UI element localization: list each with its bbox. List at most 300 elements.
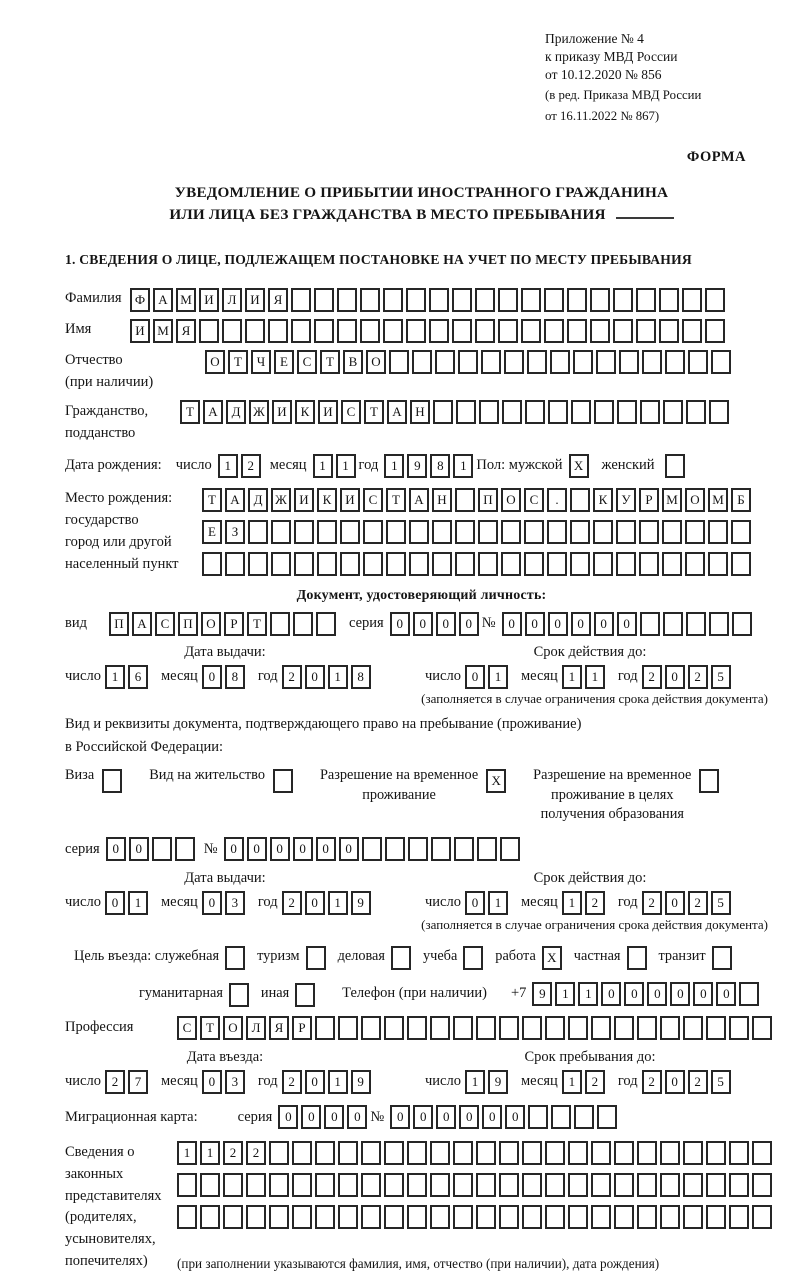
char-box[interactable]: 0 — [505, 1105, 525, 1129]
char-box[interactable] — [338, 1141, 358, 1165]
char-box[interactable]: Т — [228, 350, 248, 374]
char-box[interactable]: Ф — [130, 288, 150, 312]
char-box[interactable]: В — [343, 350, 363, 374]
char-box[interactable]: 0 — [339, 837, 359, 861]
char-box[interactable]: Д — [248, 488, 268, 512]
char-box[interactable] — [613, 319, 633, 343]
char-box[interactable] — [225, 552, 245, 576]
char-box[interactable]: 9 — [407, 454, 427, 478]
char-box[interactable] — [269, 1205, 289, 1229]
char-box[interactable] — [475, 288, 495, 312]
char-box[interactable] — [246, 1205, 266, 1229]
char-box[interactable] — [637, 1205, 657, 1229]
char-box[interactable]: 1 — [328, 1070, 348, 1094]
char-box[interactable]: 1 — [555, 982, 575, 1006]
char-box[interactable]: 0 — [693, 982, 713, 1006]
char-box[interactable] — [570, 520, 590, 544]
char-box[interactable]: И — [340, 488, 360, 512]
char-box[interactable] — [453, 1173, 473, 1197]
char-box[interactable] — [731, 552, 751, 576]
char-box[interactable]: 0 — [293, 837, 313, 861]
char-box[interactable]: С — [297, 350, 317, 374]
char-box[interactable] — [688, 350, 708, 374]
char-box[interactable]: П — [178, 612, 198, 636]
char-box[interactable]: 0 — [316, 837, 336, 861]
char-box[interactable]: М — [176, 288, 196, 312]
char-box[interactable] — [406, 319, 426, 343]
char-box[interactable] — [590, 319, 610, 343]
char-box[interactable] — [481, 350, 501, 374]
char-box[interactable]: 0 — [716, 982, 736, 1006]
char-box[interactable] — [752, 1141, 772, 1165]
char-box[interactable] — [177, 1173, 197, 1197]
char-box[interactable] — [711, 350, 731, 374]
char-box[interactable]: 1 — [585, 665, 605, 689]
char-box[interactable] — [384, 1141, 404, 1165]
char-box[interactable]: 1 — [562, 891, 582, 915]
char-box[interactable] — [317, 520, 337, 544]
char-box[interactable]: . — [547, 488, 567, 512]
char-box[interactable] — [177, 1205, 197, 1229]
char-box[interactable]: 0 — [436, 612, 456, 636]
char-box[interactable] — [292, 1173, 312, 1197]
char-box[interactable] — [545, 1205, 565, 1229]
char-box[interactable] — [363, 520, 383, 544]
char-box[interactable] — [706, 1173, 726, 1197]
char-box[interactable] — [706, 1205, 726, 1229]
char-box[interactable]: 9 — [488, 1070, 508, 1094]
char-box[interactable] — [627, 946, 647, 970]
char-box[interactable] — [567, 288, 587, 312]
char-box[interactable]: 9 — [532, 982, 552, 1006]
char-box[interactable] — [659, 288, 679, 312]
char-box[interactable] — [616, 552, 636, 576]
char-box[interactable]: 2 — [282, 665, 302, 689]
char-box[interactable] — [477, 837, 497, 861]
char-box[interactable] — [682, 288, 702, 312]
char-box[interactable] — [293, 612, 313, 636]
char-box[interactable] — [361, 1173, 381, 1197]
char-box[interactable]: 0 — [594, 612, 614, 636]
char-box[interactable]: 5 — [711, 665, 731, 689]
char-box[interactable] — [706, 1016, 726, 1040]
char-box[interactable] — [614, 1173, 634, 1197]
char-box[interactable] — [502, 400, 522, 424]
char-box[interactable]: 0 — [665, 891, 685, 915]
char-box[interactable]: М — [153, 319, 173, 343]
char-box[interactable] — [590, 288, 610, 312]
char-box[interactable]: 1 — [578, 982, 598, 1006]
char-box[interactable]: 1 — [313, 454, 333, 478]
char-box[interactable] — [453, 1016, 473, 1040]
char-box[interactable]: 1 — [336, 454, 356, 478]
char-box[interactable]: 0 — [525, 612, 545, 636]
char-box[interactable] — [455, 552, 475, 576]
char-box[interactable]: П — [478, 488, 498, 512]
char-box[interactable] — [384, 1016, 404, 1040]
char-box[interactable] — [476, 1141, 496, 1165]
char-box[interactable]: К — [317, 488, 337, 512]
char-box[interactable]: Е — [202, 520, 222, 544]
char-box[interactable]: 0 — [202, 891, 222, 915]
char-box[interactable] — [316, 612, 336, 636]
char-box[interactable]: А — [387, 400, 407, 424]
char-box[interactable] — [361, 1141, 381, 1165]
char-box[interactable]: Р — [292, 1016, 312, 1040]
char-box[interactable]: Т — [180, 400, 200, 424]
char-box[interactable] — [699, 769, 719, 793]
char-box[interactable]: С — [155, 612, 175, 636]
char-box[interactable] — [407, 1173, 427, 1197]
char-box[interactable]: 2 — [105, 1070, 125, 1094]
char-box[interactable] — [383, 319, 403, 343]
char-box[interactable] — [547, 552, 567, 576]
char-box[interactable] — [317, 552, 337, 576]
char-box[interactable]: 2 — [585, 891, 605, 915]
char-box[interactable] — [660, 1173, 680, 1197]
char-box[interactable]: Я — [269, 1016, 289, 1040]
char-box[interactable]: 0 — [647, 982, 667, 1006]
char-box[interactable] — [568, 1016, 588, 1040]
char-box[interactable] — [314, 319, 334, 343]
char-box[interactable] — [430, 1205, 450, 1229]
char-box[interactable]: 2 — [688, 891, 708, 915]
char-box[interactable] — [202, 552, 222, 576]
char-box[interactable]: Я — [268, 288, 288, 312]
char-box[interactable] — [360, 319, 380, 343]
char-box[interactable] — [522, 1173, 542, 1197]
char-box[interactable] — [360, 288, 380, 312]
char-box[interactable]: И — [130, 319, 150, 343]
char-box[interactable]: 6 — [128, 665, 148, 689]
char-box[interactable]: 1 — [105, 665, 125, 689]
char-box[interactable] — [637, 1141, 657, 1165]
char-box[interactable]: X — [486, 769, 506, 793]
char-box[interactable]: 1 — [384, 454, 404, 478]
char-box[interactable] — [363, 552, 383, 576]
char-box[interactable] — [544, 319, 564, 343]
char-box[interactable] — [550, 350, 570, 374]
char-box[interactable]: К — [295, 400, 315, 424]
char-box[interactable] — [642, 350, 662, 374]
char-box[interactable] — [705, 319, 725, 343]
char-box[interactable] — [478, 520, 498, 544]
char-box[interactable] — [545, 1173, 565, 1197]
char-box[interactable] — [739, 982, 759, 1006]
char-box[interactable]: 1 — [562, 665, 582, 689]
char-box[interactable]: И — [245, 288, 265, 312]
char-box[interactable]: С — [363, 488, 383, 512]
char-box[interactable] — [731, 520, 751, 544]
char-box[interactable] — [315, 1173, 335, 1197]
char-box[interactable] — [636, 319, 656, 343]
char-box[interactable]: 2 — [246, 1141, 266, 1165]
char-box[interactable] — [594, 400, 614, 424]
char-box[interactable]: О — [201, 612, 221, 636]
char-box[interactable]: 1 — [218, 454, 238, 478]
char-box[interactable] — [570, 552, 590, 576]
char-box[interactable] — [225, 946, 245, 970]
char-box[interactable] — [639, 552, 659, 576]
char-box[interactable] — [475, 319, 495, 343]
char-box[interactable] — [429, 288, 449, 312]
char-box[interactable] — [338, 1016, 358, 1040]
char-box[interactable] — [406, 288, 426, 312]
char-box[interactable] — [548, 400, 568, 424]
char-box[interactable]: 0 — [548, 612, 568, 636]
char-box[interactable]: 8 — [430, 454, 450, 478]
char-box[interactable] — [389, 350, 409, 374]
char-box[interactable]: 0 — [617, 612, 637, 636]
char-box[interactable]: 0 — [601, 982, 621, 1006]
char-box[interactable] — [340, 552, 360, 576]
char-box[interactable] — [636, 288, 656, 312]
char-box[interactable] — [660, 1205, 680, 1229]
char-box[interactable] — [551, 1105, 571, 1129]
char-box[interactable]: А — [225, 488, 245, 512]
char-box[interactable] — [662, 552, 682, 576]
char-box[interactable]: 0 — [665, 1070, 685, 1094]
char-box[interactable] — [708, 520, 728, 544]
char-box[interactable] — [430, 1173, 450, 1197]
char-box[interactable] — [498, 288, 518, 312]
char-box[interactable] — [223, 1173, 243, 1197]
char-box[interactable] — [732, 612, 752, 636]
char-box[interactable] — [432, 520, 452, 544]
char-box[interactable]: Л — [222, 288, 242, 312]
char-box[interactable]: 8 — [225, 665, 245, 689]
char-box[interactable]: А — [409, 488, 429, 512]
char-box[interactable]: 1 — [128, 891, 148, 915]
char-box[interactable] — [102, 769, 122, 793]
char-box[interactable]: Т — [320, 350, 340, 374]
char-box[interactable] — [686, 400, 706, 424]
char-box[interactable] — [200, 1205, 220, 1229]
char-box[interactable]: 9 — [351, 891, 371, 915]
char-box[interactable]: 0 — [436, 1105, 456, 1129]
char-box[interactable] — [568, 1141, 588, 1165]
char-box[interactable]: Т — [247, 612, 267, 636]
char-box[interactable]: С — [341, 400, 361, 424]
char-box[interactable] — [291, 288, 311, 312]
char-box[interactable] — [362, 837, 382, 861]
char-box[interactable]: С — [177, 1016, 197, 1040]
char-box[interactable] — [712, 946, 732, 970]
char-box[interactable]: 0 — [390, 612, 410, 636]
char-box[interactable] — [386, 552, 406, 576]
char-box[interactable]: М — [662, 488, 682, 512]
char-box[interactable]: К — [593, 488, 613, 512]
char-box[interactable]: З — [225, 520, 245, 544]
char-box[interactable] — [248, 520, 268, 544]
char-box[interactable]: 0 — [413, 1105, 433, 1129]
char-box[interactable]: Р — [639, 488, 659, 512]
char-box[interactable]: А — [132, 612, 152, 636]
char-box[interactable]: М — [708, 488, 728, 512]
char-box[interactable] — [709, 612, 729, 636]
char-box[interactable] — [568, 1173, 588, 1197]
char-box[interactable] — [222, 319, 242, 343]
char-box[interactable]: А — [203, 400, 223, 424]
char-box[interactable] — [409, 552, 429, 576]
char-box[interactable] — [660, 1141, 680, 1165]
char-box[interactable] — [269, 1173, 289, 1197]
char-box[interactable]: А — [153, 288, 173, 312]
char-box[interactable] — [637, 1016, 657, 1040]
char-box[interactable] — [685, 520, 705, 544]
char-box[interactable] — [619, 350, 639, 374]
char-box[interactable] — [663, 400, 683, 424]
char-box[interactable] — [245, 319, 265, 343]
char-box[interactable] — [271, 520, 291, 544]
char-box[interactable] — [435, 350, 455, 374]
char-box[interactable]: X — [569, 454, 589, 478]
char-box[interactable]: 2 — [282, 1070, 302, 1094]
char-box[interactable]: 2 — [282, 891, 302, 915]
char-box[interactable]: 1 — [200, 1141, 220, 1165]
char-box[interactable] — [295, 983, 315, 1007]
char-box[interactable] — [545, 1016, 565, 1040]
char-box[interactable] — [683, 1205, 703, 1229]
char-box[interactable]: 0 — [247, 837, 267, 861]
char-box[interactable]: 2 — [688, 1070, 708, 1094]
char-box[interactable]: 0 — [105, 891, 125, 915]
char-box[interactable] — [683, 1141, 703, 1165]
char-box[interactable] — [408, 837, 428, 861]
char-box[interactable]: 8 — [351, 665, 371, 689]
char-box[interactable] — [521, 319, 541, 343]
char-box[interactable] — [269, 1141, 289, 1165]
char-box[interactable]: 1 — [453, 454, 473, 478]
char-box[interactable] — [591, 1173, 611, 1197]
char-box[interactable]: О — [685, 488, 705, 512]
char-box[interactable]: 0 — [224, 837, 244, 861]
char-box[interactable]: X — [542, 946, 562, 970]
char-box[interactable] — [591, 1016, 611, 1040]
char-box[interactable] — [407, 1205, 427, 1229]
char-box[interactable] — [315, 1016, 335, 1040]
char-box[interactable] — [152, 837, 172, 861]
char-box[interactable] — [708, 552, 728, 576]
char-box[interactable]: 2 — [585, 1070, 605, 1094]
char-box[interactable] — [527, 350, 547, 374]
char-box[interactable] — [458, 350, 478, 374]
char-box[interactable] — [432, 552, 452, 576]
char-box[interactable]: 2 — [642, 891, 662, 915]
char-box[interactable]: 0 — [202, 1070, 222, 1094]
char-box[interactable]: 1 — [488, 891, 508, 915]
char-box[interactable] — [729, 1173, 749, 1197]
char-box[interactable] — [337, 319, 357, 343]
char-box[interactable] — [665, 350, 685, 374]
char-box[interactable]: Т — [364, 400, 384, 424]
char-box[interactable]: 0 — [129, 837, 149, 861]
char-box[interactable]: 0 — [413, 612, 433, 636]
char-box[interactable]: И — [272, 400, 292, 424]
char-box[interactable] — [199, 319, 219, 343]
char-box[interactable] — [453, 1141, 473, 1165]
char-box[interactable]: Б — [731, 488, 751, 512]
char-box[interactable] — [452, 319, 472, 343]
char-box[interactable] — [407, 1016, 427, 1040]
char-box[interactable] — [522, 1205, 542, 1229]
char-box[interactable] — [501, 552, 521, 576]
char-box[interactable] — [593, 552, 613, 576]
char-box[interactable]: 9 — [351, 1070, 371, 1094]
char-box[interactable]: 0 — [305, 1070, 325, 1094]
char-box[interactable] — [499, 1016, 519, 1040]
char-box[interactable] — [456, 400, 476, 424]
char-box[interactable]: 2 — [642, 1070, 662, 1094]
char-box[interactable] — [453, 1205, 473, 1229]
char-box[interactable] — [452, 288, 472, 312]
char-box[interactable]: 0 — [482, 1105, 502, 1129]
char-box[interactable]: Н — [410, 400, 430, 424]
char-box[interactable]: 0 — [347, 1105, 367, 1129]
char-box[interactable] — [337, 288, 357, 312]
char-box[interactable]: Т — [200, 1016, 220, 1040]
char-box[interactable] — [522, 1141, 542, 1165]
char-box[interactable] — [229, 983, 249, 1007]
char-box[interactable] — [500, 837, 520, 861]
char-box[interactable]: Ж — [249, 400, 269, 424]
char-box[interactable]: И — [199, 288, 219, 312]
char-box[interactable]: И — [294, 488, 314, 512]
char-box[interactable] — [499, 1173, 519, 1197]
char-box[interactable] — [391, 946, 411, 970]
char-box[interactable] — [685, 552, 705, 576]
char-box[interactable] — [338, 1205, 358, 1229]
char-box[interactable] — [525, 400, 545, 424]
char-box[interactable] — [752, 1016, 772, 1040]
char-box[interactable]: 0 — [270, 837, 290, 861]
char-box[interactable]: 0 — [624, 982, 644, 1006]
char-box[interactable] — [752, 1173, 772, 1197]
char-box[interactable]: Т — [202, 488, 222, 512]
char-box[interactable] — [273, 769, 293, 793]
char-box[interactable]: О — [205, 350, 225, 374]
char-box[interactable] — [591, 1141, 611, 1165]
char-box[interactable] — [709, 400, 729, 424]
char-box[interactable]: 3 — [225, 891, 245, 915]
char-box[interactable]: П — [109, 612, 129, 636]
char-box[interactable]: С — [524, 488, 544, 512]
char-box[interactable] — [315, 1205, 335, 1229]
char-box[interactable] — [614, 1016, 634, 1040]
char-box[interactable] — [175, 837, 195, 861]
char-box[interactable]: Д — [226, 400, 246, 424]
char-box[interactable] — [476, 1205, 496, 1229]
char-box[interactable]: Н — [432, 488, 452, 512]
char-box[interactable] — [386, 520, 406, 544]
char-box[interactable]: 0 — [278, 1105, 298, 1129]
char-box[interactable] — [640, 612, 660, 636]
char-box[interactable]: Е — [274, 350, 294, 374]
char-box[interactable] — [571, 400, 591, 424]
char-box[interactable] — [568, 1205, 588, 1229]
char-box[interactable] — [683, 1173, 703, 1197]
char-box[interactable] — [662, 520, 682, 544]
char-box[interactable]: 0 — [390, 1105, 410, 1129]
char-box[interactable] — [663, 612, 683, 636]
char-box[interactable] — [521, 288, 541, 312]
char-box[interactable] — [613, 288, 633, 312]
char-box[interactable] — [340, 520, 360, 544]
char-box[interactable]: 2 — [241, 454, 261, 478]
char-box[interactable] — [455, 488, 475, 512]
char-box[interactable]: 2 — [688, 665, 708, 689]
char-box[interactable]: У — [616, 488, 636, 512]
